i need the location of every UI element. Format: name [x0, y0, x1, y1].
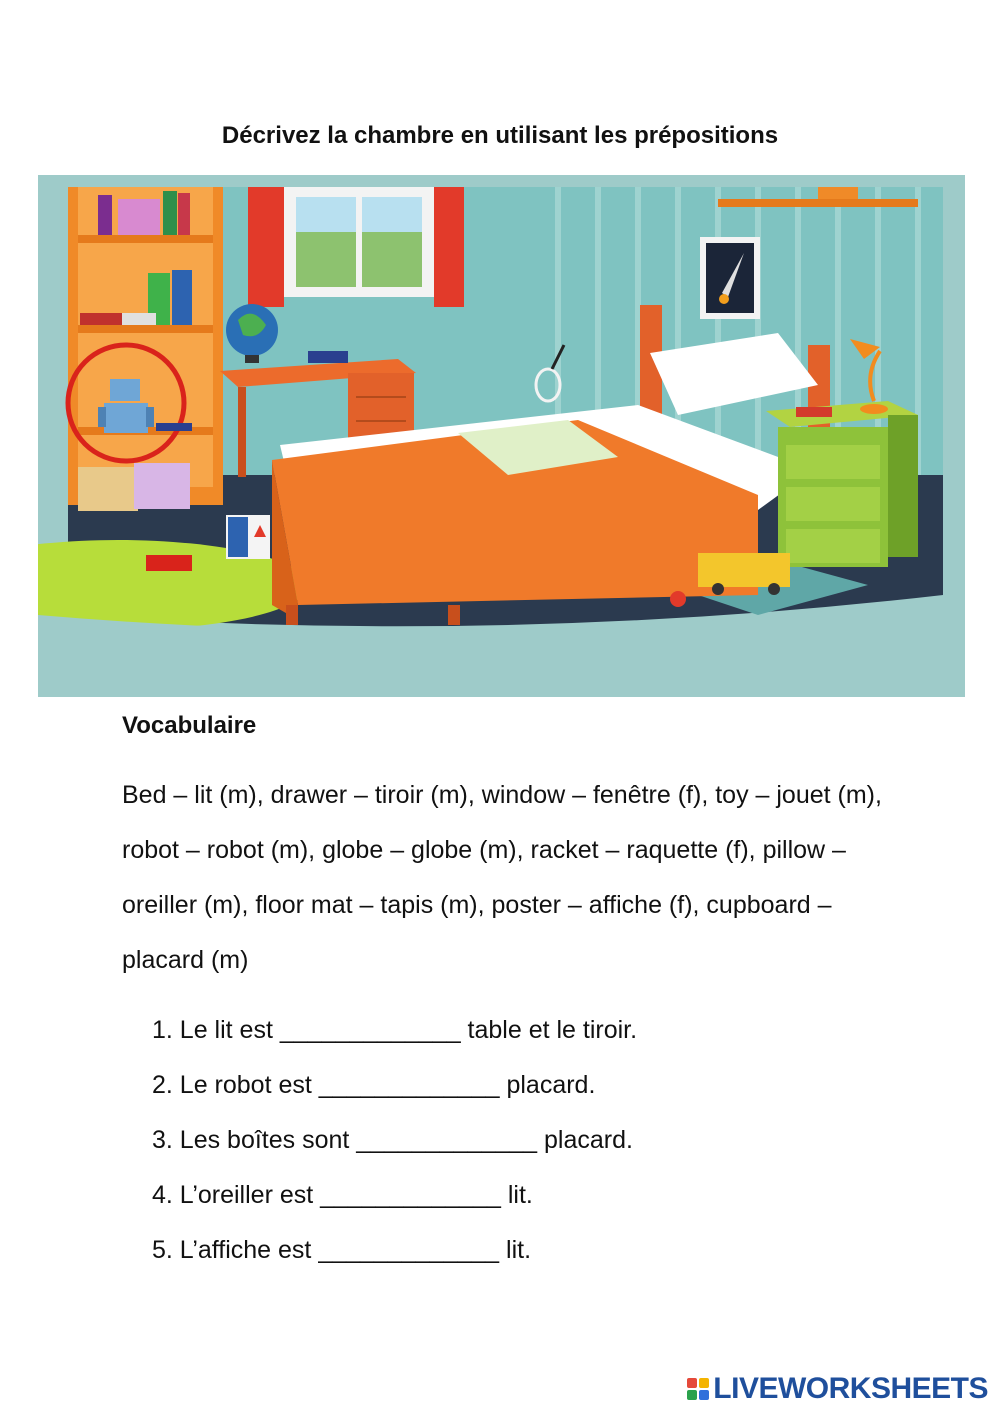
- question-3: 3. Les boîtes sont _____________ placard.: [152, 1126, 633, 1154]
- question-1: 1. Le lit est _____________ table et le tiroir.: [152, 1016, 638, 1044]
- bedroom-illustration: [38, 175, 965, 697]
- cupboard: [68, 187, 223, 511]
- question-4: 4. L’oreiller est _____________ lit.: [152, 1181, 533, 1209]
- logo-text: LIVEWORKSHEETS: [713, 1372, 988, 1405]
- logo-square-2: [699, 1378, 709, 1388]
- liveworksheets-logo: [687, 1372, 988, 1406]
- logo-icon: [687, 1378, 709, 1400]
- logo-square-1: [687, 1378, 697, 1388]
- logo-square-3: [687, 1390, 697, 1400]
- question-5: 5. L’affiche est _____________ lit.: [152, 1236, 532, 1264]
- worksheet-title: Décrivez la chambre en utilisant les prépositions: [221, 122, 779, 149]
- vocabulary-heading: Vocabulaire: [122, 712, 257, 739]
- question-list: [152, 1010, 637, 1285]
- poster: [700, 237, 760, 319]
- question-2: 2. Le robot est _____________ placard.: [152, 1071, 596, 1099]
- logo-square-4: [699, 1390, 709, 1400]
- window: [248, 187, 464, 307]
- vocabulary-list: Bed – lit (m), drawer – tiroir (m), window – fenêtre (f), toy – jouet (m), robot – robot (m), globe – globe (m), racket – raquette (f), pillow – oreiller (m), floor mat – tapis (m), poster – affiche (f), cupboard – placard (m): [122, 781, 882, 974]
